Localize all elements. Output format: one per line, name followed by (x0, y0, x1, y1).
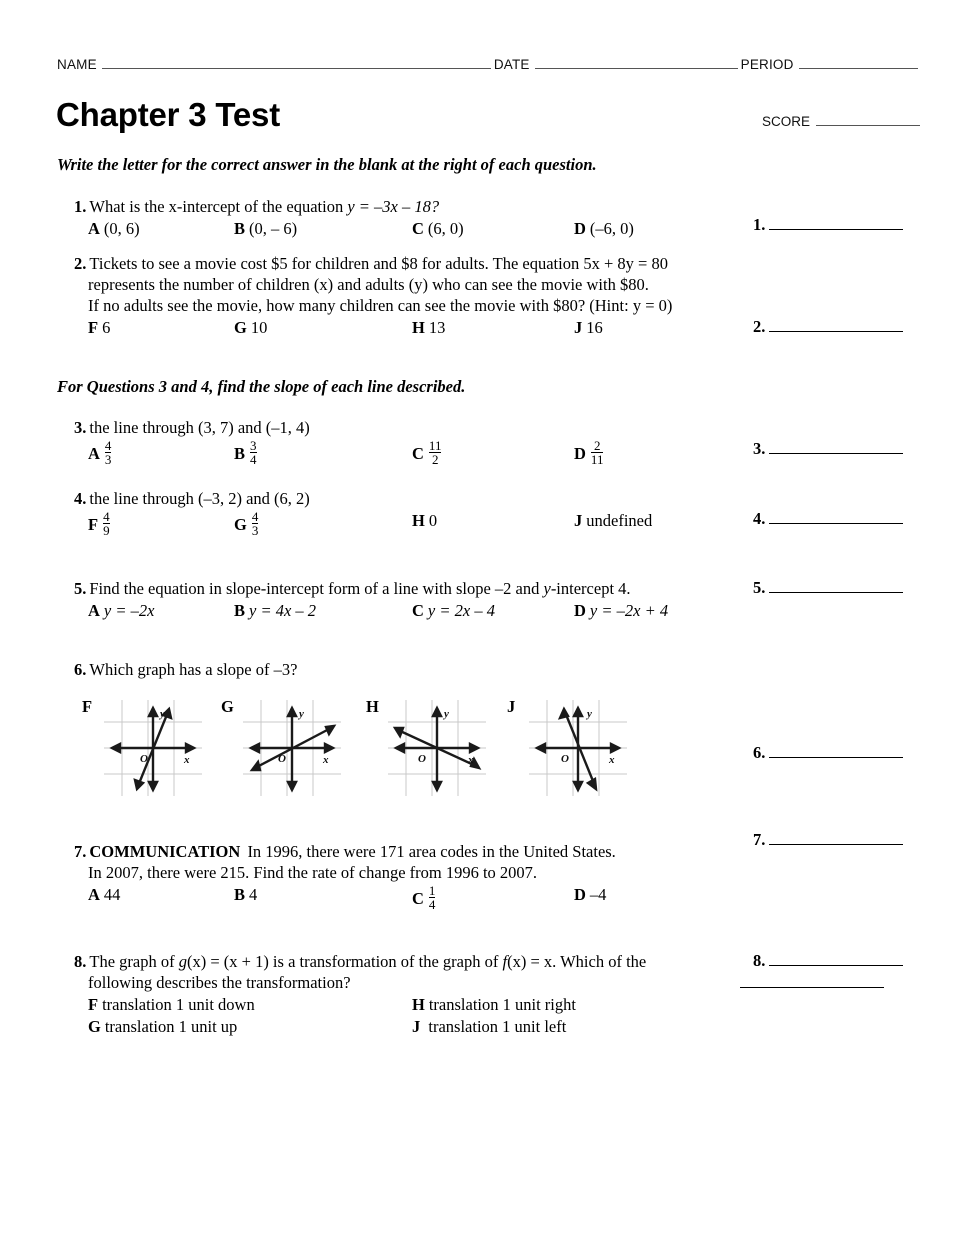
fraction-3d: $\frac{2}{11}$ (590, 438, 604, 468)
question-1-number: 1. (74, 197, 87, 216)
option-3d[interactable]: D $\frac{2}{11}$ (574, 438, 604, 468)
question-4-stem (74, 488, 734, 509)
question-5-number: 5. (74, 579, 87, 598)
answer-rule-3[interactable] (769, 441, 903, 454)
svg-text:x: x (323, 754, 329, 766)
svg-text:O: O (140, 753, 148, 765)
answer-rule-8-second-line[interactable] (740, 987, 884, 988)
option-2h[interactable]: H 13 (412, 318, 446, 337)
question-2-line3: If no adults see the movie, how many children can see the movie with $80? (Hint: y = 0) (88, 296, 673, 315)
score-field (762, 114, 920, 129)
svg-text:x: x (609, 754, 615, 766)
answer-rule-4[interactable] (769, 511, 903, 524)
answer-blank-2[interactable] (753, 317, 903, 337)
option-8f[interactable]: F translation 1 unit down (88, 995, 255, 1014)
question-1-text: What is the x-intercept of the equation (89, 197, 348, 216)
answer-blank-1[interactable] (753, 215, 903, 235)
answer-number-6: 6. (753, 743, 766, 762)
option-2g[interactable]: G 10 (234, 318, 268, 337)
graph-label-j: J (507, 697, 516, 716)
option-2j[interactable]: J 16 (574, 318, 603, 337)
question-4 (74, 488, 734, 540)
directions-questions-3-4: For Questions 3 and 4, find the slope of each line described. (57, 377, 466, 396)
page-title: Chapter 3 Test (56, 96, 280, 133)
fraction-4f: $\frac{4}{9}$ (103, 509, 110, 539)
question-3 (74, 417, 734, 469)
question-4-text: the line through (–3, 2) and (6, 2) (89, 489, 310, 508)
question-1-options (74, 218, 734, 239)
graph-label-f: F (82, 697, 93, 716)
question-6-number: 6. (74, 660, 87, 679)
answer-blank-5[interactable] (753, 578, 903, 598)
answer-number-5: 5. (753, 578, 766, 597)
svg-text:y: y (160, 708, 165, 720)
answer-rule-2[interactable] (769, 319, 903, 332)
question-8-options-row1 (74, 994, 734, 1015)
option-7b[interactable]: B 4 (234, 885, 258, 904)
question-7-number: 7. (74, 842, 87, 861)
fraction-3b: $\frac{3}{4}$ (250, 438, 257, 468)
question-6-stem (74, 659, 734, 680)
question-8-options-row2 (74, 1016, 734, 1037)
option-5a[interactable]: A y = –2x (88, 601, 155, 620)
period-blank[interactable] (799, 57, 918, 69)
answer-blank-3[interactable] (753, 439, 903, 459)
question-7-topic: COMMUNICATION (89, 842, 241, 861)
option-3c[interactable]: C $\frac{11}{2}$ (412, 438, 442, 468)
question-8 (74, 951, 734, 1037)
name-blank[interactable] (102, 57, 491, 69)
question-5-text-end: -intercept 4. (550, 579, 631, 598)
question-3-stem (74, 417, 734, 438)
option-8j[interactable]: J translation 1 unit left (412, 1017, 567, 1036)
graph-h[interactable] (388, 700, 486, 796)
question-5-stem (74, 578, 734, 599)
graph-g[interactable] (243, 700, 341, 796)
svg-text:O: O (561, 753, 569, 765)
graph-h-svg (388, 700, 486, 796)
svg-text:x: x (184, 754, 190, 766)
question-8-line2: following describes the transformation? (88, 973, 351, 992)
answer-rule-5[interactable] (769, 580, 903, 593)
graph-g-svg (243, 700, 341, 796)
option-5d[interactable]: D y = –2x + 4 (574, 601, 669, 620)
option-7d[interactable]: D –4 (574, 885, 607, 904)
answer-number-1: 1. (753, 215, 766, 234)
graph-label-g: G (221, 697, 234, 716)
name-label: NAME (57, 57, 97, 72)
question-7-line2: In 2007, there were 215. Find the rate of change from 1996 to 2007. (88, 863, 538, 882)
option-2f[interactable]: F 6 (88, 318, 111, 337)
option-1b[interactable]: B (0, – 6) (234, 219, 298, 238)
svg-text:y: y (299, 708, 304, 720)
answer-blank-8[interactable] (753, 951, 903, 971)
option-3b[interactable]: B $\frac{3}{4}$ (234, 438, 257, 468)
option-4f[interactable]: F $\frac{4}{9}$ (88, 509, 110, 539)
question-2-line2: represents the number of children (x) and adults (y) who can see the movie with $80. (88, 275, 649, 294)
graph-f-svg (104, 700, 202, 796)
option-8g[interactable]: G translation 1 unit up (88, 1017, 238, 1036)
option-1a[interactable]: A (0, 6) (88, 219, 140, 238)
answer-blank-7[interactable] (753, 830, 903, 850)
option-4g[interactable]: G $\frac{4}{3}$ (234, 509, 259, 539)
question-8-line1b: (x) = (x + 1) is a transformation of the graph of (186, 952, 503, 971)
date-label: DATE (493, 57, 530, 72)
answer-rule-7[interactable] (769, 832, 903, 845)
answer-rule-8[interactable] (769, 953, 903, 966)
question-2-line1: Tickets to see a movie cost $5 for children and $8 for adults. The equation 5x + 8y = 80 (89, 254, 668, 273)
option-4j[interactable]: J undefined (574, 511, 653, 530)
question-2-number: 2. (74, 254, 87, 273)
question-6-text: Which graph has a slope of –3? (89, 660, 298, 679)
svg-text:y: y (444, 708, 449, 720)
question-8-number: 8. (74, 952, 87, 971)
question-8-stem: 8. The graph of g(x) = (x + 1) is a transformation of the graph of f(x) = x. Which of the following describes the transformation? (74, 951, 734, 993)
option-3a[interactable]: A $\frac{4}{3}$ (88, 438, 112, 468)
score-blank[interactable] (816, 114, 920, 126)
svg-text:y: y (587, 708, 592, 720)
graph-f[interactable] (104, 700, 202, 796)
directions-main: Write the letter for the correct answer in the blank at the right of each question. (57, 155, 597, 174)
option-5c[interactable]: C y = 2x – 4 (412, 601, 495, 620)
question-2-options (74, 317, 734, 338)
question-5-options (74, 600, 734, 621)
answer-number-4: 4. (753, 509, 766, 528)
question-5-text: Find the equation in slope-intercept form of a line with slope –2 and (89, 579, 544, 598)
question-1-stem (74, 196, 734, 217)
option-1c[interactable]: C (6, 0) (412, 219, 464, 238)
question-3-number: 3. (74, 418, 87, 437)
question-3-text: the line through (3, 7) and (–1, 4) (89, 418, 310, 437)
question-2 (74, 253, 734, 338)
graph-j[interactable] (529, 700, 627, 796)
question-5 (74, 578, 734, 621)
fraction-7c: $\frac{1}{4}$ (428, 883, 436, 913)
svg-text:O: O (278, 753, 286, 765)
option-8h[interactable]: H translation 1 unit right (412, 995, 576, 1014)
fraction-3a: $\frac{4}{3}$ (104, 438, 112, 468)
question-1-equation: y = –3x – 18? (347, 197, 440, 216)
question-4-number: 4. (74, 489, 87, 508)
answer-number-3: 3. (753, 439, 766, 458)
question-7 (74, 841, 734, 914)
svg-text:x: x (468, 754, 474, 766)
question-7-line1: In 1996, there were 171 area codes in the United States. (243, 842, 616, 861)
fraction-3c: $\frac{11}{2}$ (428, 438, 442, 468)
question-1 (74, 196, 734, 239)
answer-blank-6[interactable] (753, 743, 903, 763)
answer-blank-4[interactable] (753, 509, 903, 529)
date-blank[interactable] (535, 57, 738, 69)
question-7-stem (74, 841, 734, 883)
fraction-4g: $\frac{4}{3}$ (251, 509, 259, 539)
form-header (57, 57, 921, 72)
answer-rule-6[interactable] (769, 745, 903, 758)
question-6 (74, 659, 734, 680)
option-4h[interactable]: H 0 (412, 511, 438, 530)
question-7-options (74, 884, 734, 914)
option-7c[interactable]: C $\frac{1}{4}$ (412, 883, 436, 913)
graph-j-svg (529, 700, 627, 796)
question-4-options (74, 510, 734, 540)
question-5-var-y: y (543, 579, 551, 598)
option-1d[interactable]: D (–6, 0) (574, 219, 634, 238)
answer-rule-1[interactable] (769, 217, 903, 230)
graph-label-h: H (366, 697, 379, 716)
question-8-line1c: (x) = x. Which of the (507, 952, 647, 971)
answer-number-7: 7. (753, 830, 766, 849)
svg-text:O: O (418, 753, 426, 765)
answer-number-8: 8. (753, 951, 766, 970)
answer-number-2: 2. (753, 317, 766, 336)
question-3-options (74, 439, 734, 469)
option-5b[interactable]: B y = 4x – 2 (234, 601, 317, 620)
option-7a[interactable]: A 44 (88, 885, 121, 904)
question-2-stem (74, 253, 734, 316)
question-8-line1a: The graph of (89, 952, 179, 971)
score-label: SCORE (762, 114, 811, 129)
period-label: PERIOD (740, 57, 794, 72)
